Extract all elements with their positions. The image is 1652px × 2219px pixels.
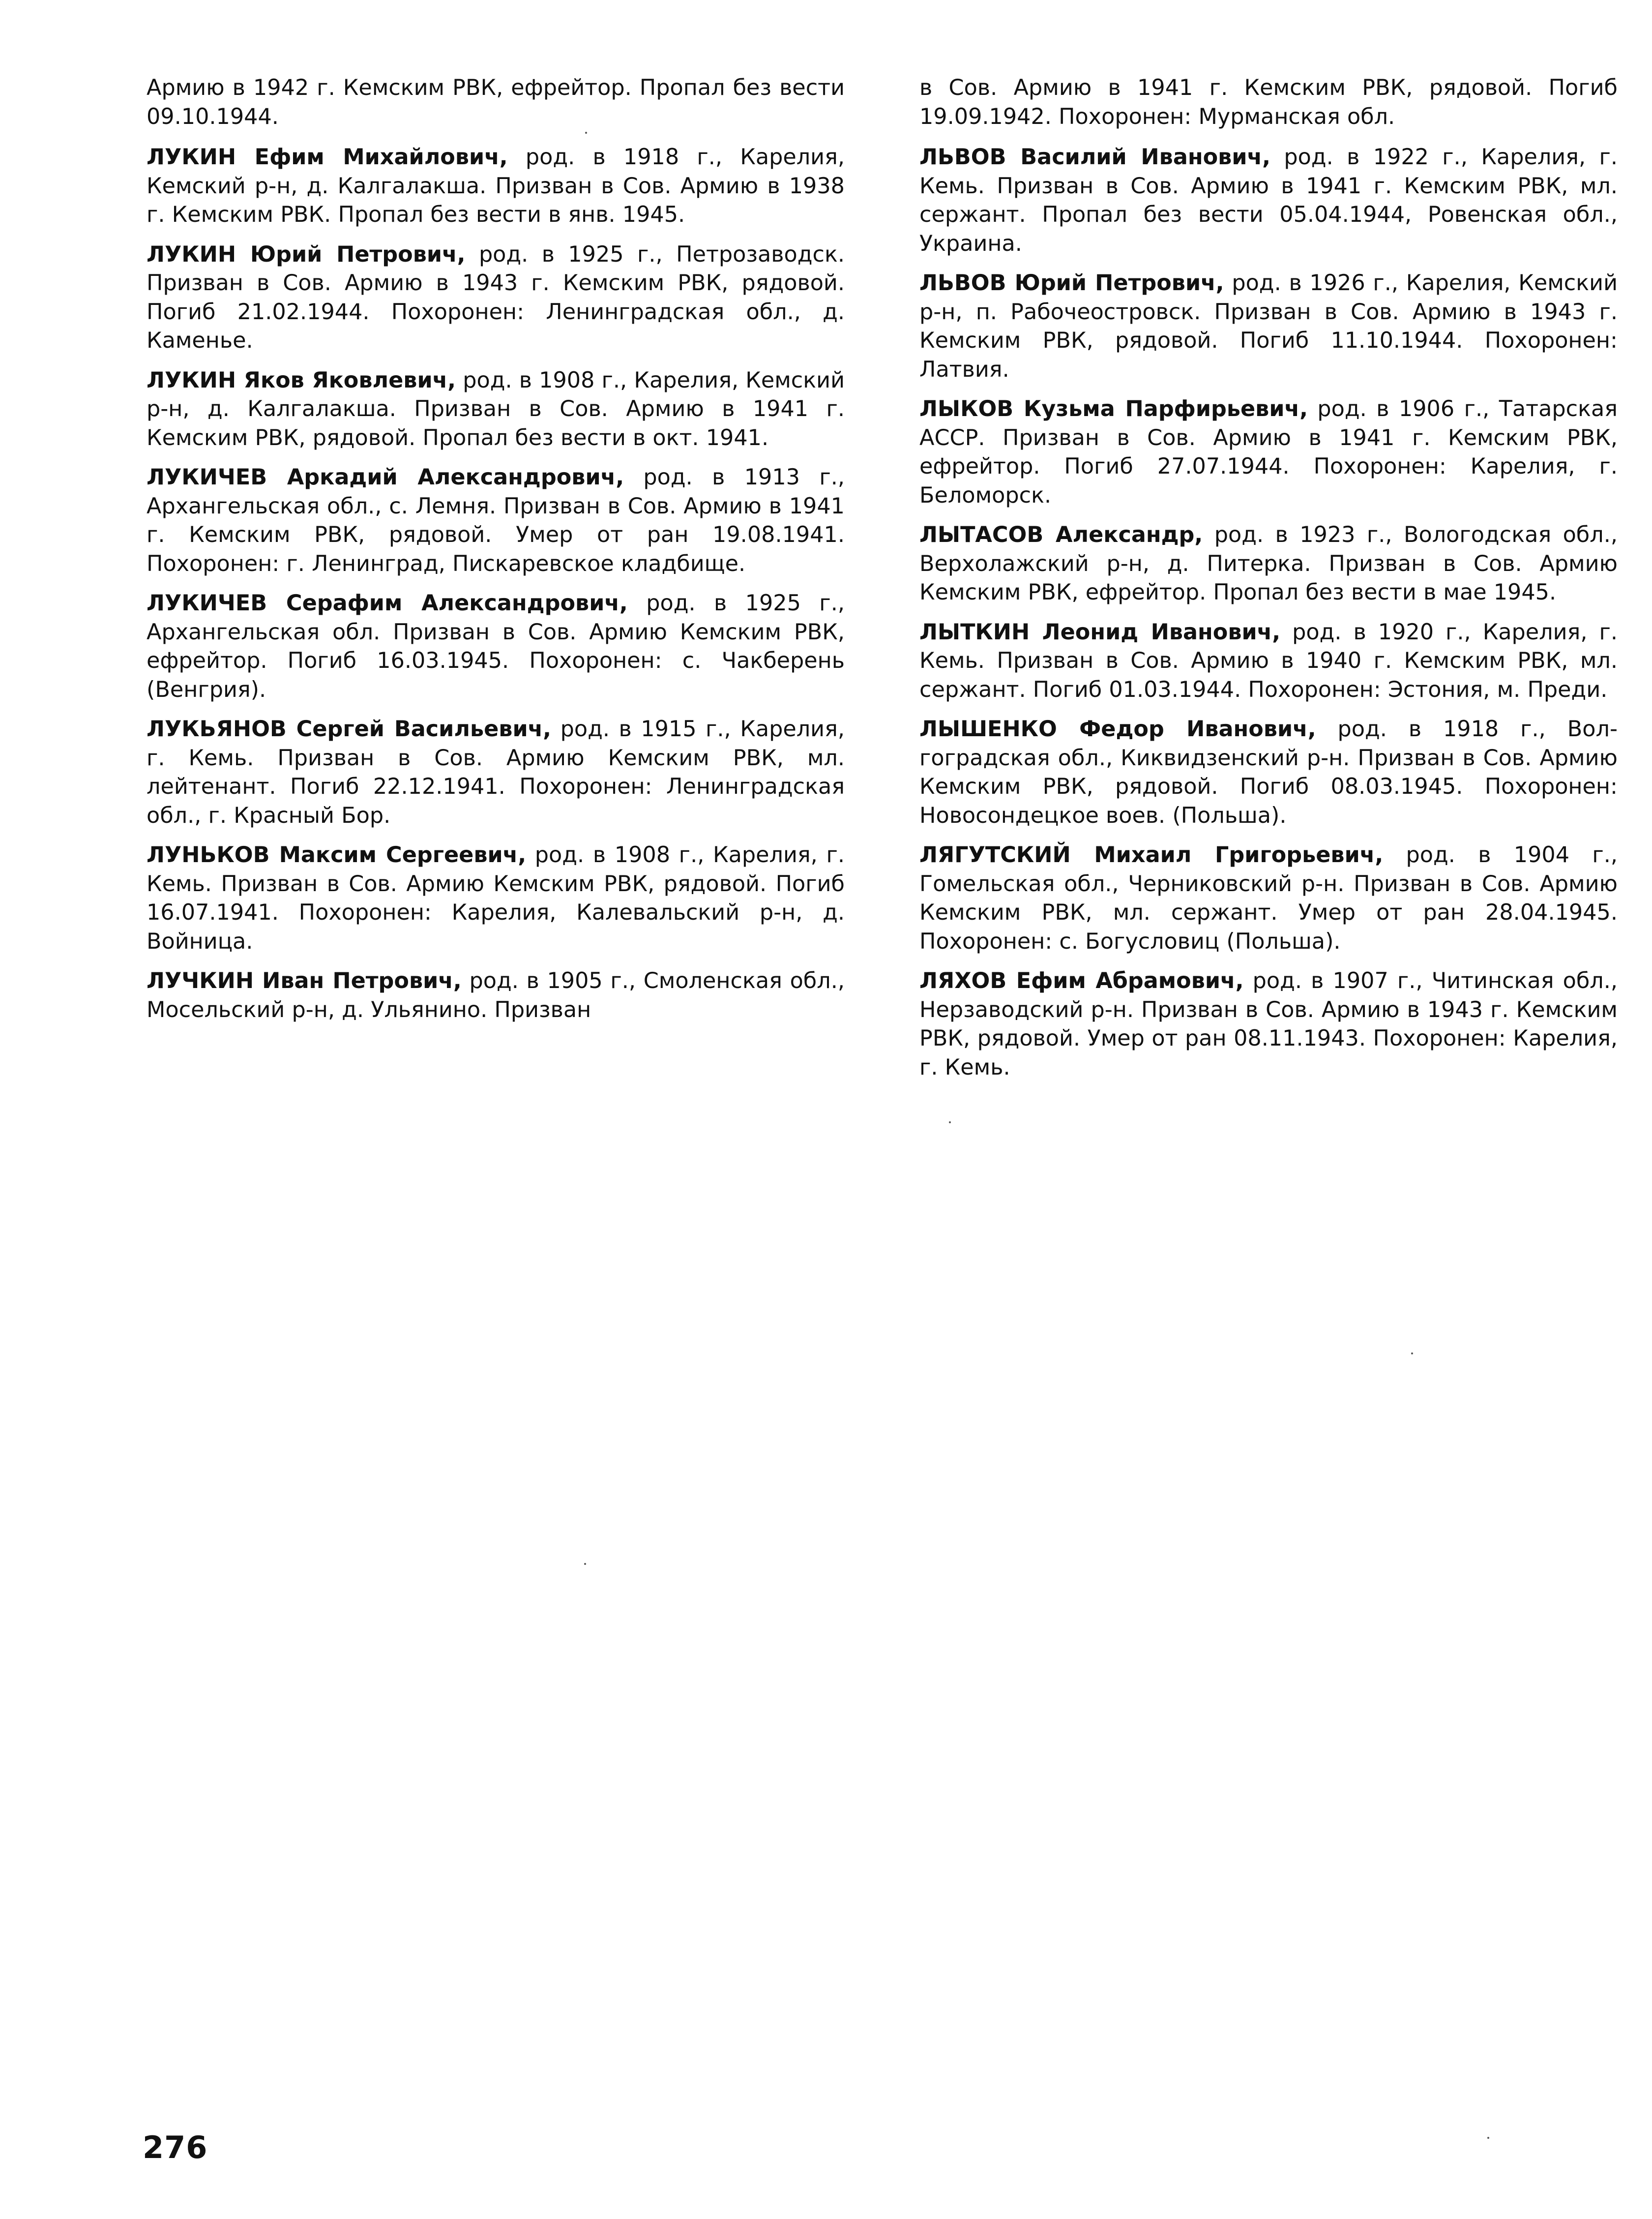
entry-text: род. в 1923 г., Вологодская обл., Верхолажский р-н, д. Питерка. Призван в Сов. Армию Кемским РВК, ефрейтор. Пропал без вести в мае 1945. bbox=[919, 522, 1618, 605]
entry bbox=[919, 618, 1618, 705]
entry-name: ЛУКИЧЕВ Аркадий Александрович, bbox=[147, 465, 624, 490]
entry bbox=[147, 715, 845, 830]
entry-name: ЛЬВОВ Юрий Петрович, bbox=[919, 270, 1224, 296]
entry-text: род. в 1908 г., Карелия, Кемский р-н, д. Калгалакша. Призван в Сов. Армию в 1941 г. Кемским РВК, рядовой. Пропал без вести в окт. 1941. bbox=[147, 367, 845, 450]
entry-name: ЛЫШЕНКО Федор Иванович, bbox=[919, 717, 1316, 742]
entry-text: род. в 1925 г., Петрозаводск. Призван в Сов. Армию в 1943 г. Кемским РВК, рядовой. Погиб 21.02.1944. Похоронен: Ленинградская обл., д. Каменье. bbox=[147, 241, 845, 353]
entry-name: ЛЫТКИН Леонид Иванович, bbox=[919, 619, 1281, 645]
entry bbox=[147, 143, 845, 230]
entry bbox=[919, 395, 1618, 510]
scan-speck bbox=[949, 1121, 951, 1123]
entry bbox=[147, 366, 845, 453]
entry-text: род. в 1920 г., Карелия, г. Кемь. Призван в Сов. Армию в 1940 г. Кемским РВК, мл. сержант. Погиб 01.03.1944. Похоронен: Эстония, м. Преди. bbox=[919, 619, 1618, 702]
entry-text: род. в 1915 г., Карелия, г. Кемь. Призван в Сов. Армию Кемским РВК, мл. лейтенант. Погиб 22.12.1941. Похоронен: Ленинградская обл., г. Красный Бор. bbox=[147, 717, 845, 828]
entry-text: род. в 1913 г., Архангельская обл., с. Лемня. Призван в Сов. Армию в 1941 г. Кемским РВК, рядовой. Умер от ран 19.08.1941. Похоронен: г. Ленинград, Пискаревское кладбище. bbox=[147, 465, 845, 576]
entry bbox=[919, 521, 1618, 607]
entry-name: ЛУКЬЯНОВ Сергей Васильевич, bbox=[147, 717, 552, 742]
entry-text: род. в 1908 г., Карелия, г. Кемь. Призван в Сов. Армию Кемским РВК, рядовой. Погиб 16.07.1941. Похоронен: Карелия, Калевальский р-н, д. Войница. bbox=[147, 842, 845, 954]
entry-text: в Сов. Армию в 1941 г. Кемским РВК, рядовой. Погиб 19.09.1942. Похоронен: Мурманская обл. bbox=[919, 75, 1618, 129]
entry bbox=[919, 269, 1618, 384]
entry-text: род. в 1926 г., Карелия, Кемский р-н, п. Рабочеостровск. Призван в Сов. Армию в 1943 г. Кемским РВК, рядовой. Погиб 11.10.1944. Похоронен: Латвия. bbox=[919, 270, 1618, 382]
entry-continued bbox=[147, 74, 845, 131]
entry bbox=[147, 463, 845, 578]
scan-speck bbox=[584, 1563, 586, 1565]
entry-name: ЛЯХОВ Ефим Абрамович, bbox=[919, 968, 1244, 993]
entry bbox=[919, 967, 1618, 1082]
entry-text: Армию в 1942 г. Кемским РВК, ефрейтор. Пропал без вести 09.10.1944. bbox=[147, 75, 845, 129]
entry-name: ЛЫТАСОВ Александр, bbox=[919, 522, 1203, 547]
entry-text: род. в 1907 г., Читинская обл., Нерзаводский р-н. Призван в Сов. Армию в 1943 г. Кемским РВК, рядовой. Умер от ран 08.11.1943. Похоронен: Карелия, г. Кемь. bbox=[919, 968, 1618, 1080]
entry-name: ЛУКИЧЕВ Серафим Александрович, bbox=[147, 591, 628, 616]
entry-text: род. в 1905 г., Смоленская обл., Мосельский р-н, д. Ульянино. Призван bbox=[147, 968, 845, 1022]
left-column bbox=[147, 74, 845, 1035]
entry-text: род. в 1925 г., Архангельская обл. Призван в Сов. Армию Кемским РВК, ефрейтор. Погиб 16.03.1945. Похоронен: с. Чакберень (Венгрия). bbox=[147, 591, 845, 702]
scan-speck bbox=[585, 132, 587, 134]
entry-text: род. в 1904 г., Гомельская обл., Черниковский р-н. Призван в Сов. Армию Кемским РВК, мл. сержант. Умер от ран 28.04.1945. Похоронен: с. Богусловиц (Польша). bbox=[919, 842, 1618, 954]
entry bbox=[147, 240, 845, 356]
scan-speck bbox=[1487, 2137, 1489, 2139]
entry-name: ЛУКИН Юрий Петрович, bbox=[147, 241, 466, 267]
entry bbox=[147, 967, 845, 1024]
entry-text: род. в 1922 г., Карелия, г. Кемь. Призван в Сов. Армию в 1941 г. Кемским РВК, мл. сержант. Пропал без вести 05.04.1944, Ровенская обл., Украина. bbox=[919, 145, 1618, 256]
entry-text: род. в 1918 г., Карелия, Кемский р-н, д. Калгалакша. Призван в Сов. Армию в 1938 г. Кемским РВК. Пропал без вести в янв. 1945. bbox=[147, 145, 845, 227]
entry-continued bbox=[919, 74, 1618, 131]
entry-name: ЛЯГУТСКИЙ Михаил Григорьевич, bbox=[919, 842, 1384, 868]
entry bbox=[919, 841, 1618, 956]
entry-name: ЛУКИН Ефим Михайлович, bbox=[147, 145, 508, 170]
entry-text: род. в 1918 г., Волгоградская обл., Киквидзенский р-н. Призван в Сов. Армию Кемским РВК, рядовой. Погиб 08.03.1945. Похоронен: Новосондецкое воев. (Польша). bbox=[919, 717, 1618, 828]
entry-name: ЛЫКОВ Кузьма Парфирьевич, bbox=[919, 396, 1308, 421]
scan-speck bbox=[1411, 1352, 1413, 1354]
entry bbox=[919, 143, 1618, 258]
page-number: 276 bbox=[143, 2129, 208, 2165]
entry-name: ЛЬВОВ Василий Иванович, bbox=[919, 145, 1270, 170]
entry bbox=[919, 715, 1618, 830]
entry-name: ЛУНЬКОВ Максим Сергеевич, bbox=[147, 842, 527, 868]
entry-name: ЛУКИН Яков Яковлевич, bbox=[147, 367, 456, 393]
entry bbox=[147, 589, 845, 704]
entry-name: ЛУЧКИН Иван Петрович, bbox=[147, 968, 462, 993]
entry bbox=[147, 841, 845, 956]
right-column bbox=[919, 74, 1618, 1093]
entry-text: род. в 1906 г., Татарская АССР. Призван в Сов. Армию в 1941 г. Кемским РВК, ефрейтор. Погиб 27.07.1944. Похоронен: Карелия, г. Беломорск. bbox=[919, 396, 1618, 508]
